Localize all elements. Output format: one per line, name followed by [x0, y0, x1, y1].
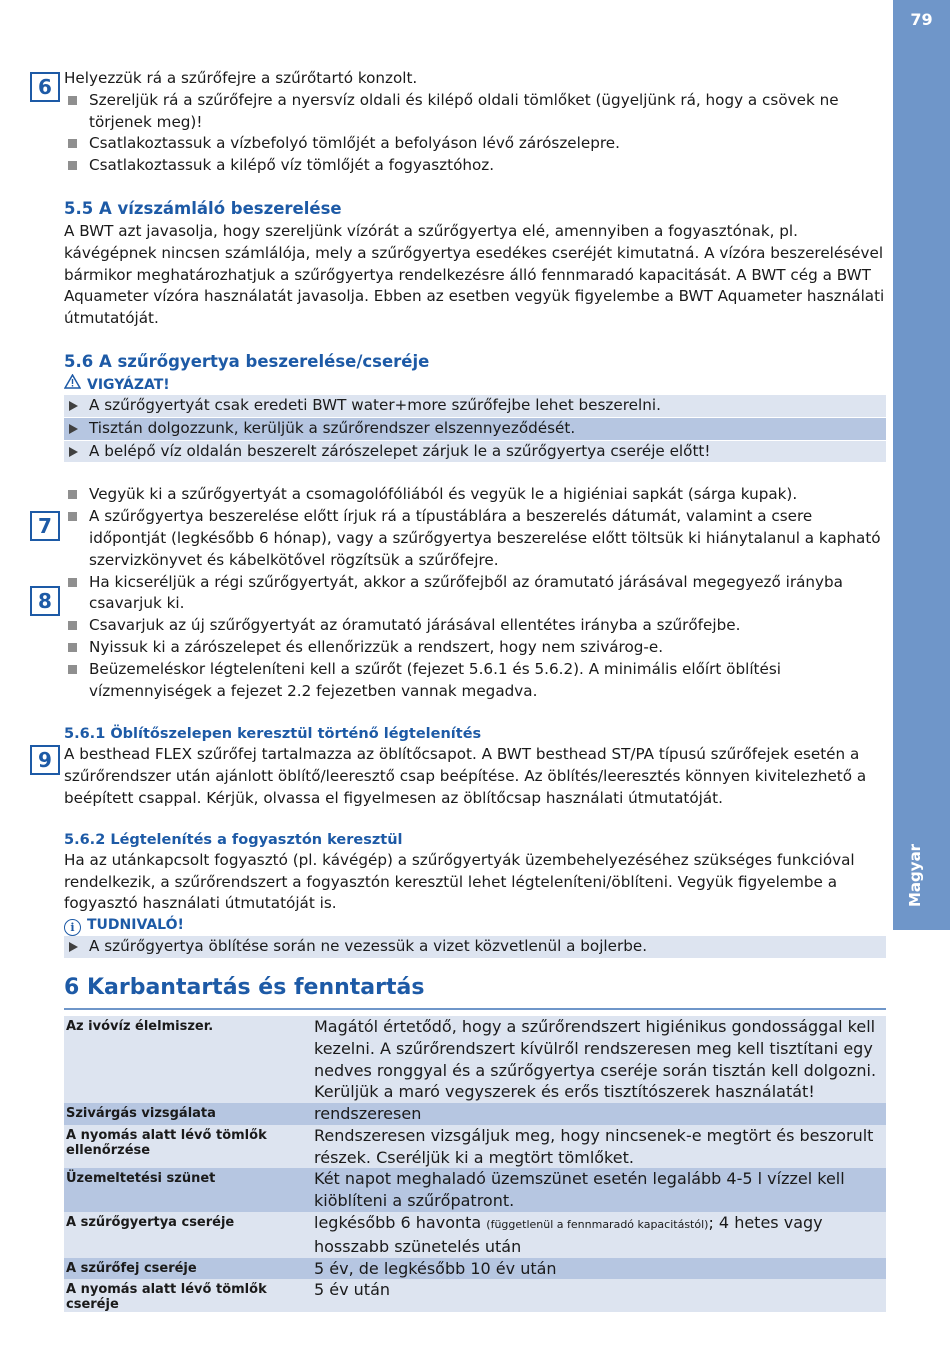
- section-text-5-6-1: A besthead FLEX szűrőfej tartalmazza az öblítőcsapot. A BWT besthead ST/PA típusú szűrőfejek esetén a szűrőrendszer után ajánlott öblítő/leeresztő csap beépítése. Az öblítés/leeresztés könnyen kivitelezhető a beépített csappal. Kérjük, olvassa el figyelmesen az öblítőcsap használati útmutatóját.: [64, 745, 867, 807]
- warning-item: Tisztán dolgozzunk, kerüljük a szűrőrendszer elszennyeződését.: [64, 418, 886, 440]
- table-key: Szivárgás vizsgálata: [66, 1106, 216, 1122]
- maintenance-table: [64, 1016, 886, 1313]
- table-value: Két napot meghaladó üzemszünet esetén legalább 4-5 l vízzel kell kiöblíteni a szűrőpatront.: [314, 1169, 845, 1211]
- main-content: [64, 68, 886, 1312]
- table-key: A nyomás alatt lévő tömlők cseréje: [66, 1282, 267, 1313]
- section-heading-5-6: 5.6 A szűrőgyertya beszerelése/cseréje: [64, 351, 430, 371]
- step-number-8: 8: [30, 586, 60, 616]
- section-text-5-5: A BWT azt javasolja, hogy szereljünk vízórát a szűrőgyertya elé, amennyiben a fogyasztónak, pl. kávégépnek nincsen számlálója, mely a szűrőgyertya esedékes cseréjét kimutatná. A vízóra beszerelésével bármikor meghatározhatjuk a szűrőgyertya rendelkezésre álló fennmaradó kapacitását. A BWT cég a BWT Aquameter vízóra használatát javasolja. Ebben az esetben vegyük figyelembe a BWT Aquameter használati útmutatóját.: [64, 221, 885, 328]
- list-item: Beüzemeléskor légteleníteni kell a szűrőt (fejezet 5.6.1 és 5.6.2). A minimális előírt öblítési vízmennyiségek a fejezet 2.2 fejezetben vannak megadva.: [64, 659, 886, 703]
- table-row: [64, 1016, 886, 1103]
- table-row: [64, 1103, 886, 1125]
- table-key: Üzemeltetési szünet: [66, 1171, 216, 1187]
- table-value: 5 év, de legkésőbb 10 év után: [314, 1258, 557, 1278]
- chapter-heading-6: 6 Karbantartás és fenntartás: [64, 974, 425, 1000]
- table-value: [312, 1212, 886, 1258]
- heading-divider: [64, 1008, 886, 1010]
- table-value: Rendszeresen vizsgáljuk meg, hogy nincsenek-e megtört és beszorult részek. Cseréljük ki a megtört tömlőket.: [314, 1125, 874, 1167]
- list-item: Vegyük ki a szűrőgyertyát a csomagolófóliából és vegyük le a higiéniai sapkát (sárga kupak).: [64, 484, 886, 506]
- list-item: Nyissuk ki a zárószelepet és ellenőrizzük a rendszert, hogy nem szivárog-e.: [64, 637, 886, 659]
- table-key: A szűrőgyertya cseréje: [66, 1215, 235, 1231]
- table-key: A nyomás alatt lévő tömlők ellenőrzése: [66, 1127, 267, 1158]
- step-number-9: 9: [30, 745, 60, 775]
- list-item: Csatlakoztassuk a vízbefolyó tömlőjét a befolyáson lévő zárószelepre.: [64, 133, 886, 155]
- warning-label: VIGYÁZAT!: [87, 376, 170, 393]
- value-footnote: (függetlenül a fennmaradó kapacitástól): [486, 1218, 709, 1232]
- table-row: [64, 1168, 886, 1212]
- value-part: ; 4 hetes vagy hosszabb szünetelés után: [314, 1213, 823, 1256]
- table-key: A szűrőfej cseréje: [66, 1260, 197, 1276]
- section-text-5-6-2: Ha az utánkapcsolt fogyasztó (pl. kávégép) a szűrőgyertyák üzembehelyezéséhez szükséges funkcióval rendelkezik, a szűrőrendszert a fogyasztón keresztül lehet légteleníteni/öblíteni. Vegyük figyelembe a fogyasztó használati útmutatóját is.: [64, 850, 855, 913]
- intro-line: Helyezzük rá a szűrőfejre a szűrőtartó konzolt.: [64, 69, 418, 87]
- section-heading-5-5: 5.5 A vízszámláló beszerelése: [64, 198, 342, 218]
- note-label: TUDNIVALÓ!: [87, 917, 184, 934]
- section-heading-5-6-2: 5.6.2 Légtelenítés a fogyasztón keresztül: [64, 831, 403, 848]
- warning-list: [64, 395, 886, 462]
- list-item: Szereljük rá a szűrőfejre a nyersvíz oldali és kilépő oldali tömlőket (ügyeljünk rá, hogy a csövek ne törjenek meg)!: [64, 90, 886, 134]
- table-row: [64, 1279, 886, 1312]
- note-list: [64, 936, 886, 958]
- section-heading-5-6-1: 5.6.1 Öblítőszelepen keresztül történő légtelenítés: [64, 726, 482, 743]
- table-value: Magától értetődő, hogy a szűrőrendszert higiénikus gondossággal kell kezelni. A szűrőrendszert kívülről rendszeresen meg kell tisztítani egy nedves ronggyal és a szűrőgyertya cseréje során tisztán kell dolgozni. Kerüljük a maró vegyszerek és erős tisztítószerek használatát!: [314, 1016, 877, 1102]
- list-item: Csavarjuk az új szűrőgyertyát az óramutató járásával ellentétes irányba a szűrőfejbe.: [64, 615, 886, 637]
- warning-item: A belépő víz oldalán beszerelt zárószelepet zárjuk le a szűrőgyertya cseréje előtt!: [64, 441, 886, 463]
- procedure-list: [64, 484, 886, 702]
- note-heading: [64, 915, 886, 936]
- warning-item: A szűrőgyertyát csak eredeti BWT water+more szűrőfejbe lehet beszerelni.: [64, 395, 886, 417]
- table-key: Az ivóvíz élelmiszer.: [66, 1018, 214, 1034]
- step-number-6: 6: [30, 72, 60, 102]
- step-number-7: 7: [30, 511, 60, 541]
- table-row: [64, 1212, 886, 1258]
- list-item: Csatlakoztassuk a kilépő víz tömlőjét a fogyasztóhoz.: [64, 155, 886, 177]
- info-icon: i: [64, 919, 81, 936]
- value-part: legkésőbb 6 havonta: [314, 1213, 487, 1233]
- table-value: 5 év után: [314, 1280, 391, 1300]
- table-row: [64, 1125, 886, 1169]
- intro-list: [64, 90, 886, 177]
- list-item: Ha kicseréljük a régi szűrőgyertyát, akkor a szűrőfejből az óramutató járásával megegyező irányba csavarjuk ki.: [64, 572, 886, 616]
- side-tab: [893, 0, 950, 930]
- page-number: 79: [910, 10, 933, 29]
- warning-heading: [64, 374, 886, 395]
- table-value: rendszeresen: [314, 1104, 422, 1124]
- list-item: A szűrőgyertya beszerelése előtt írjuk rá a típustáblára a beszerelés dátumát, valamint a csere időpontját (legkésőbb 6 hónap), vagy a szűrőgyertya beszerelése előtt töltsük ki hiánytalanul a kapható szervizkönyvet és kábelkötővel rögzítsük a szűrőfejre.: [64, 506, 886, 571]
- table-row: [64, 1258, 886, 1280]
- warning-triangle-icon: [64, 374, 81, 395]
- note-item: A szűrőgyertya öblítése során ne vezessük a vizet közvetlenül a bojlerbe.: [64, 936, 886, 958]
- language-tab: Magyar: [906, 843, 924, 907]
